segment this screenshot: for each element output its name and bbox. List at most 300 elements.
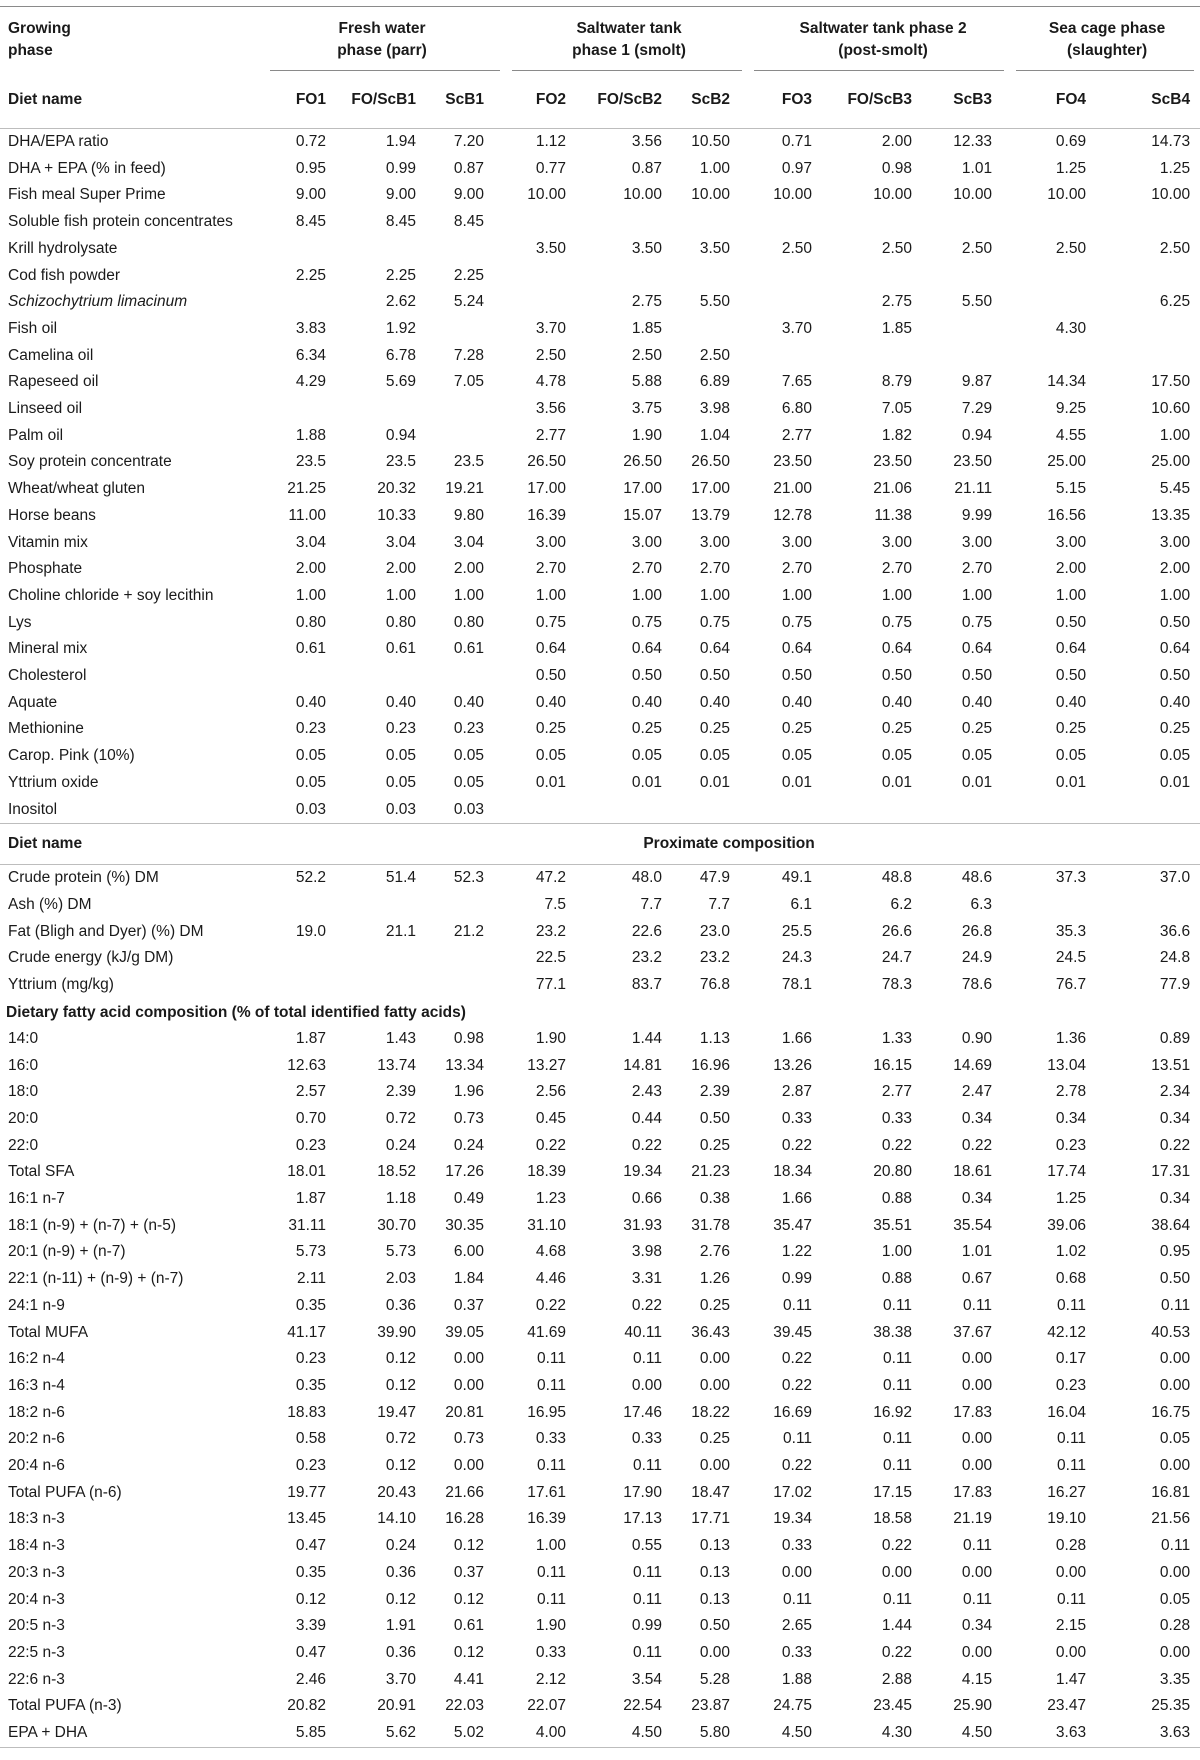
table-cell (258, 289, 336, 316)
row-label: Mineral mix (8, 640, 88, 658)
table-cell: 48.8 (881, 869, 913, 887)
table-cell: 21.06 (873, 480, 913, 498)
table-cell (922, 797, 1014, 824)
table-cell: 0.12 (385, 1457, 416, 1475)
table-cell (922, 343, 1014, 370)
table-cell: 24.9 (961, 949, 993, 967)
table-cell: 1.33 (881, 1029, 913, 1047)
table-cell: 0.80 (385, 613, 416, 631)
table-cell: 0.05 (1159, 747, 1191, 765)
diet-header-3: FO2 (506, 72, 576, 129)
row-label: 22:6 n-3 (8, 1670, 65, 1688)
diet-header-7: FO/ScB3 (822, 72, 922, 129)
diet-name-label: Diet name (0, 72, 258, 129)
table-cell: 0.00 (699, 1457, 731, 1475)
table-cell: 2.25 (295, 266, 326, 284)
table-cell: 1.66 (781, 1029, 813, 1047)
table-cell: 0.23 (385, 720, 416, 738)
row-label: Fat (Bligh and Dyer) (%) DM (8, 922, 204, 940)
table-cell: 3.98 (631, 1243, 663, 1261)
proximate-diet-label: Diet name (0, 824, 258, 865)
table-cell: 0.13 (699, 1590, 731, 1608)
row-label: 20:4 n-3 (8, 1590, 65, 1608)
table-row (0, 919, 1200, 946)
table-cell: 0.22 (781, 1457, 813, 1475)
table-cell: 76.8 (699, 976, 731, 994)
table-cell: 2.34 (1159, 1083, 1191, 1101)
table-cell: 4.68 (535, 1243, 567, 1261)
table-cell: 0.95 (295, 159, 326, 177)
table-cell: 1.85 (881, 319, 913, 337)
row-label: Cod fish powder (8, 266, 121, 284)
table-cell: 0.00 (881, 1563, 913, 1581)
table-cell: 5.73 (295, 1243, 326, 1261)
table-cell: 0.88 (881, 1190, 913, 1208)
table-row (0, 182, 1200, 209)
table-cell: 3.54 (631, 1670, 663, 1688)
table-cell: 0.50 (1055, 667, 1087, 685)
table-cell: 6.89 (699, 373, 731, 391)
table-cell: 0.22 (781, 1376, 813, 1394)
table-cell: 19.10 (1047, 1510, 1087, 1528)
table-cell: 18.47 (691, 1483, 731, 1501)
table-cell: 1.94 (385, 133, 416, 150)
table-cell: 8.45 (295, 213, 326, 231)
table-cell: 17.02 (773, 1483, 813, 1501)
table-cell (822, 209, 922, 236)
table-cell: 22.6 (631, 922, 663, 940)
table-cell: 77.1 (535, 976, 567, 994)
table-cell: 2.70 (535, 560, 567, 578)
table-cell: 17.00 (527, 480, 567, 498)
table-cell: 2.00 (453, 560, 485, 578)
table-cell: 13.35 (1151, 506, 1191, 524)
table-cell: 2.12 (535, 1670, 567, 1688)
table-cell: 3.70 (781, 319, 813, 337)
table-cell: 7.5 (544, 895, 567, 913)
group-salt2-line2: (post-smolt) (838, 42, 928, 59)
row-label: Total PUFA (n-6) (8, 1483, 122, 1501)
table-cell: 0.98 (453, 1029, 485, 1047)
table-cell: 0.11 (536, 1350, 567, 1368)
table-row (0, 1667, 1200, 1694)
table-cell: 0.05 (453, 747, 485, 765)
table-cell: 3.63 (1096, 1720, 1200, 1747)
table-cell: 0.98 (881, 159, 913, 177)
table-cell: 0.05 (1055, 747, 1087, 765)
table-cell: 0.40 (453, 693, 485, 711)
table-cell: 0.47 (295, 1537, 326, 1555)
table-cell: 1.00 (1159, 426, 1191, 444)
table-cell: 5.45 (1159, 480, 1191, 498)
table-cell: 0.61 (295, 640, 326, 658)
table-cell: 16.96 (691, 1056, 731, 1074)
table-cell: 0.80 (453, 613, 485, 631)
table-cell: 17.15 (873, 1483, 913, 1501)
table-cell: 0.66 (631, 1190, 663, 1208)
row-label: EPA + DHA (0, 1720, 258, 1747)
table-cell: 3.31 (631, 1270, 663, 1288)
table-cell: 6.25 (1159, 293, 1191, 311)
table-cell: 2.03 (385, 1270, 416, 1288)
table-cell: 0.11 (536, 1457, 567, 1475)
table-cell: 0.11 (632, 1563, 663, 1581)
table-cell: 17.74 (1047, 1163, 1087, 1181)
table-cell: 0.40 (1159, 693, 1191, 711)
table-cell: 1.00 (961, 586, 993, 604)
table-cell: 3.00 (961, 533, 993, 551)
table-row (0, 770, 1200, 797)
table-cell: 0.44 (631, 1109, 663, 1127)
table-row (0, 236, 1200, 263)
table-cell: 5.80 (672, 1720, 752, 1747)
table-cell: 18.58 (873, 1510, 913, 1528)
table-cell: 0.01 (1055, 773, 1087, 791)
table-cell: 0.35 (295, 1376, 326, 1394)
table-row (0, 892, 1200, 919)
row-label: 18:1 (n-9) + (n-7) + (n-5) (8, 1216, 176, 1234)
table-cell: 0.00 (1159, 1643, 1191, 1661)
table-cell: 0.01 (631, 773, 663, 791)
table-cell: 2.75 (631, 293, 663, 311)
table-cell: 0.35 (295, 1563, 326, 1581)
row-label: Total MUFA (8, 1323, 89, 1341)
table-cell: 0.22 (881, 1136, 913, 1154)
row-label: Horse beans (8, 506, 96, 524)
table-cell: 0.00 (961, 1376, 993, 1394)
table-cell: 0.00 (961, 1457, 993, 1475)
table-cell: 19.34 (623, 1163, 663, 1181)
table-row (0, 449, 1200, 476)
table-cell: 22.54 (623, 1697, 663, 1715)
table-cell: 2.47 (961, 1083, 993, 1101)
table-cell: 31.78 (691, 1216, 731, 1234)
table-row (0, 476, 1200, 503)
table-cell: 0.12 (453, 1643, 485, 1661)
table-cell: 7.05 (453, 373, 485, 391)
fatty-acid-section-header (0, 999, 1200, 1026)
table-cell: 0.11 (963, 1590, 993, 1608)
phase-label (0, 0, 258, 72)
proximate-section-header (0, 824, 1200, 865)
table-cell: 1.87 (295, 1190, 326, 1208)
table-cell: 11.38 (874, 506, 913, 524)
table-cell: 0.72 (385, 1109, 416, 1127)
table-cell: 5.73 (385, 1243, 416, 1261)
table-cell: 3.04 (385, 533, 416, 551)
table-cell: 0.12 (385, 1350, 416, 1368)
group-saltwater-2 (752, 0, 1014, 72)
table-cell (1014, 289, 1096, 316)
table-row (0, 1613, 1200, 1640)
table-cell: 3.50 (699, 239, 731, 257)
table-cell: 0.34 (1159, 1190, 1191, 1208)
table-cell (576, 209, 672, 236)
table-cell: 41.17 (287, 1323, 326, 1341)
table-cell: 0.69 (1055, 133, 1087, 150)
table-cell: 0.12 (453, 1590, 485, 1608)
table-cell: 2.78 (1055, 1083, 1087, 1101)
table-cell: 24.8 (1159, 949, 1191, 967)
table-cell: 2.00 (881, 133, 913, 150)
table-cell: 0.50 (699, 667, 731, 685)
table-cell: 10.00 (623, 186, 663, 204)
table-cell: 3.75 (631, 400, 663, 418)
table-cell: 38.38 (873, 1323, 913, 1341)
table-cell (426, 663, 506, 690)
table-cell: 0.00 (961, 1563, 993, 1581)
table-cell: 0.11 (1161, 1537, 1191, 1555)
table-cell: 0.61 (453, 640, 485, 658)
table-cell: 31.93 (623, 1216, 663, 1234)
table-cell: 1.36 (1055, 1029, 1087, 1047)
table-cell: 8.45 (453, 213, 485, 231)
table-cell: 5.50 (699, 293, 731, 311)
table-cell: 0.49 (453, 1190, 485, 1208)
table-cell: 0.75 (881, 613, 913, 631)
table-cell: 2.77 (881, 1083, 913, 1101)
table-cell: 19.77 (287, 1483, 326, 1501)
table-cell: 20.82 (287, 1697, 326, 1715)
table-cell: 0.50 (699, 1617, 731, 1635)
table-cell: 14.73 (1151, 133, 1191, 150)
table-cell (1096, 316, 1200, 343)
table-cell: 0.25 (881, 720, 913, 738)
table-row (0, 1106, 1200, 1133)
table-cell: 5.85 (258, 1720, 336, 1747)
table-cell: 0.03 (258, 797, 336, 824)
table-cell: 8.79 (881, 373, 913, 391)
diet-header-9: FO4 (1014, 72, 1096, 129)
table-cell: 0.64 (1055, 640, 1087, 658)
table-cell: 14.69 (953, 1056, 993, 1074)
table-cell: 77.9 (1159, 976, 1191, 994)
table-cell: 23.2 (535, 922, 567, 940)
table-cell: 0.34 (961, 1109, 993, 1127)
table-cell: 2.56 (535, 1083, 567, 1101)
table-cell: 9.87 (961, 373, 993, 391)
table-cell: 7.7 (708, 895, 731, 913)
table-cell (752, 343, 822, 370)
table-cell: 0.25 (1055, 720, 1087, 738)
table-cell (426, 972, 506, 999)
table-cell: 40.11 (624, 1323, 663, 1341)
table-cell: 5.02 (426, 1720, 506, 1747)
table-cell: 0.72 (385, 1430, 416, 1448)
table-cell: 17.00 (623, 480, 663, 498)
table-cell: 48.0 (631, 869, 663, 887)
table-cell: 0.05 (699, 747, 731, 765)
table-cell: 2.39 (385, 1083, 416, 1101)
table-cell: 0.40 (961, 693, 993, 711)
table-cell: 23.5 (453, 453, 485, 471)
table-cell (506, 797, 576, 824)
table-cell (752, 797, 822, 824)
table-row (0, 129, 1200, 156)
table-cell: 1.23 (535, 1190, 567, 1208)
table-cell: 0.34 (1055, 1109, 1087, 1127)
table-cell: 0.11 (536, 1590, 567, 1608)
table-cell: 6.78 (385, 346, 416, 364)
table-cell: 14.34 (1047, 373, 1087, 391)
table-cell: 0.00 (453, 1350, 485, 1368)
table-cell: 1.00 (631, 586, 663, 604)
table-cell: 4.55 (1055, 426, 1087, 444)
table-cell (336, 892, 426, 919)
header-row-diet (0, 72, 1200, 129)
table-row (0, 972, 1200, 999)
table-cell: 17.50 (1151, 373, 1191, 391)
table-cell: 13.74 (377, 1056, 416, 1074)
table-cell: 0.11 (883, 1376, 913, 1394)
table-cell: 6.00 (453, 1243, 485, 1261)
table-cell: 19.47 (377, 1403, 416, 1421)
table-row (0, 369, 1200, 396)
table-row (0, 530, 1200, 557)
table-cell: 5.50 (961, 293, 993, 311)
phase-label-line2: phase (8, 42, 53, 59)
table-cell: 0.64 (881, 640, 913, 658)
table-cell: 0.50 (1055, 613, 1087, 631)
table-cell: 2.11 (296, 1270, 326, 1288)
table-cell: 3.35 (1159, 1670, 1191, 1688)
table-cell: 16.56 (1047, 506, 1087, 524)
table-cell: 0.23 (295, 1136, 326, 1154)
table-cell (1096, 343, 1200, 370)
table-cell: 2.70 (961, 560, 993, 578)
row-label: 20:1 (n-9) + (n-7) (8, 1243, 126, 1261)
table-cell: 1.00 (535, 586, 567, 604)
table-cell: 0.38 (699, 1190, 731, 1208)
table-cell: 4.30 (1055, 319, 1087, 337)
table-cell (336, 236, 426, 263)
row-label: 14:0 (8, 1029, 39, 1047)
table-cell: 0.12 (295, 1590, 326, 1608)
table-cell: 1.90 (631, 426, 663, 444)
table-cell: 0.25 (961, 720, 993, 738)
table-row (0, 1186, 1200, 1213)
table-cell: 21.00 (773, 480, 813, 498)
diet-header-4: FO/ScB2 (576, 72, 672, 129)
table-row (0, 610, 1200, 637)
table-cell: 0.37 (453, 1563, 485, 1581)
table-cell (922, 263, 1014, 290)
table-row (0, 423, 1200, 450)
table-cell (426, 396, 506, 423)
row-label: 20:5 n-3 (8, 1617, 65, 1635)
table-cell: 10.33 (377, 506, 416, 524)
table-cell: 2.50 (1159, 239, 1191, 257)
table-cell: 23.50 (873, 453, 913, 471)
table-cell: 35.51 (873, 1216, 913, 1234)
table-cell: 0.01 (535, 773, 567, 791)
row-label: Total PUFA (n-3) (8, 1697, 122, 1715)
table-cell: 1.02 (1055, 1243, 1087, 1261)
table-cell: 16.92 (873, 1403, 913, 1421)
table-cell: 2.25 (385, 266, 416, 284)
table-cell (426, 236, 506, 263)
table-cell: 1.85 (631, 319, 663, 337)
table-cell: 0.36 (385, 1563, 416, 1581)
row-label: Ash (%) DM (8, 895, 92, 913)
table-cell: 26.50 (691, 453, 731, 471)
header-row-phase (0, 0, 1200, 72)
diet-header-8: ScB3 (922, 72, 1014, 129)
table-cell: 0.95 (1159, 1243, 1191, 1261)
table-cell: 0.01 (1159, 773, 1191, 791)
table-cell: 24.75 (773, 1697, 813, 1715)
table-cell: 0.50 (631, 667, 663, 685)
table-cell: 17.31 (1151, 1163, 1191, 1181)
table-cell: 0.22 (535, 1136, 567, 1154)
table-cell: 78.6 (961, 976, 993, 994)
table-cell: 0.33 (881, 1109, 913, 1127)
table-cell: 0.05 (1159, 1590, 1191, 1608)
table-cell: 1.00 (881, 1243, 913, 1261)
table-cell (506, 289, 576, 316)
table-cell: 47.2 (535, 869, 567, 887)
table-cell: 3.70 (535, 319, 567, 337)
table-row (0, 865, 1200, 892)
table-cell: 0.22 (961, 1136, 993, 1154)
table-cell: 3.56 (535, 400, 567, 418)
table-cell: 0.61 (453, 1617, 485, 1635)
table-cell: 0.11 (883, 1430, 913, 1448)
table-cell: 25.00 (1151, 453, 1191, 471)
row-label: DHA + EPA (% in feed) (8, 159, 166, 177)
table-cell: 0.70 (295, 1109, 326, 1127)
table-cell: 3.00 (535, 533, 567, 551)
row-label: Cholesterol (8, 667, 87, 685)
table-cell: 13.45 (287, 1510, 326, 1528)
group-fresh-line1: Fresh water (338, 20, 426, 37)
table-cell: 0.97 (781, 159, 813, 177)
table-cell: 23.5 (295, 453, 326, 471)
table-cell: 1.44 (881, 1617, 913, 1635)
table-cell: 0.22 (781, 1136, 813, 1154)
table-cell: 13.34 (445, 1056, 485, 1074)
table-cell: 0.11 (1057, 1430, 1087, 1448)
table-cell: 2.50 (535, 346, 567, 364)
table-cell: 17.90 (623, 1483, 663, 1501)
table-cell: 3.00 (881, 533, 913, 551)
table-cell: 1.00 (385, 586, 416, 604)
table-cell: 0.64 (961, 640, 993, 658)
table-cell: 0.75 (781, 613, 813, 631)
table-cell: 0.50 (535, 667, 567, 685)
table-cell: 17.83 (953, 1483, 993, 1501)
table-cell: 0.88 (881, 1270, 913, 1288)
table-cell: 9.25 (1055, 400, 1087, 418)
table-cell: 0.05 (881, 747, 913, 765)
table-cell (258, 972, 336, 999)
table-cell: 0.00 (631, 1376, 663, 1394)
table-cell: 10.00 (691, 186, 731, 204)
table-cell (1014, 343, 1096, 370)
table-cell (1014, 209, 1096, 236)
row-label: 22:0 (8, 1136, 39, 1154)
table-cell: 13.04 (1047, 1056, 1087, 1074)
row-label: 16:3 n-4 (8, 1376, 65, 1394)
table-cell (1096, 797, 1200, 824)
table-cell: 21.25 (287, 480, 326, 498)
table-cell: 0.99 (781, 1270, 813, 1288)
table-cell: 0.22 (881, 1643, 913, 1661)
row-label: Linseed oil (8, 400, 83, 418)
table-cell: 2.87 (781, 1083, 813, 1101)
table-cell: 17.83 (953, 1403, 993, 1421)
table-cell: 0.90 (961, 1029, 993, 1047)
